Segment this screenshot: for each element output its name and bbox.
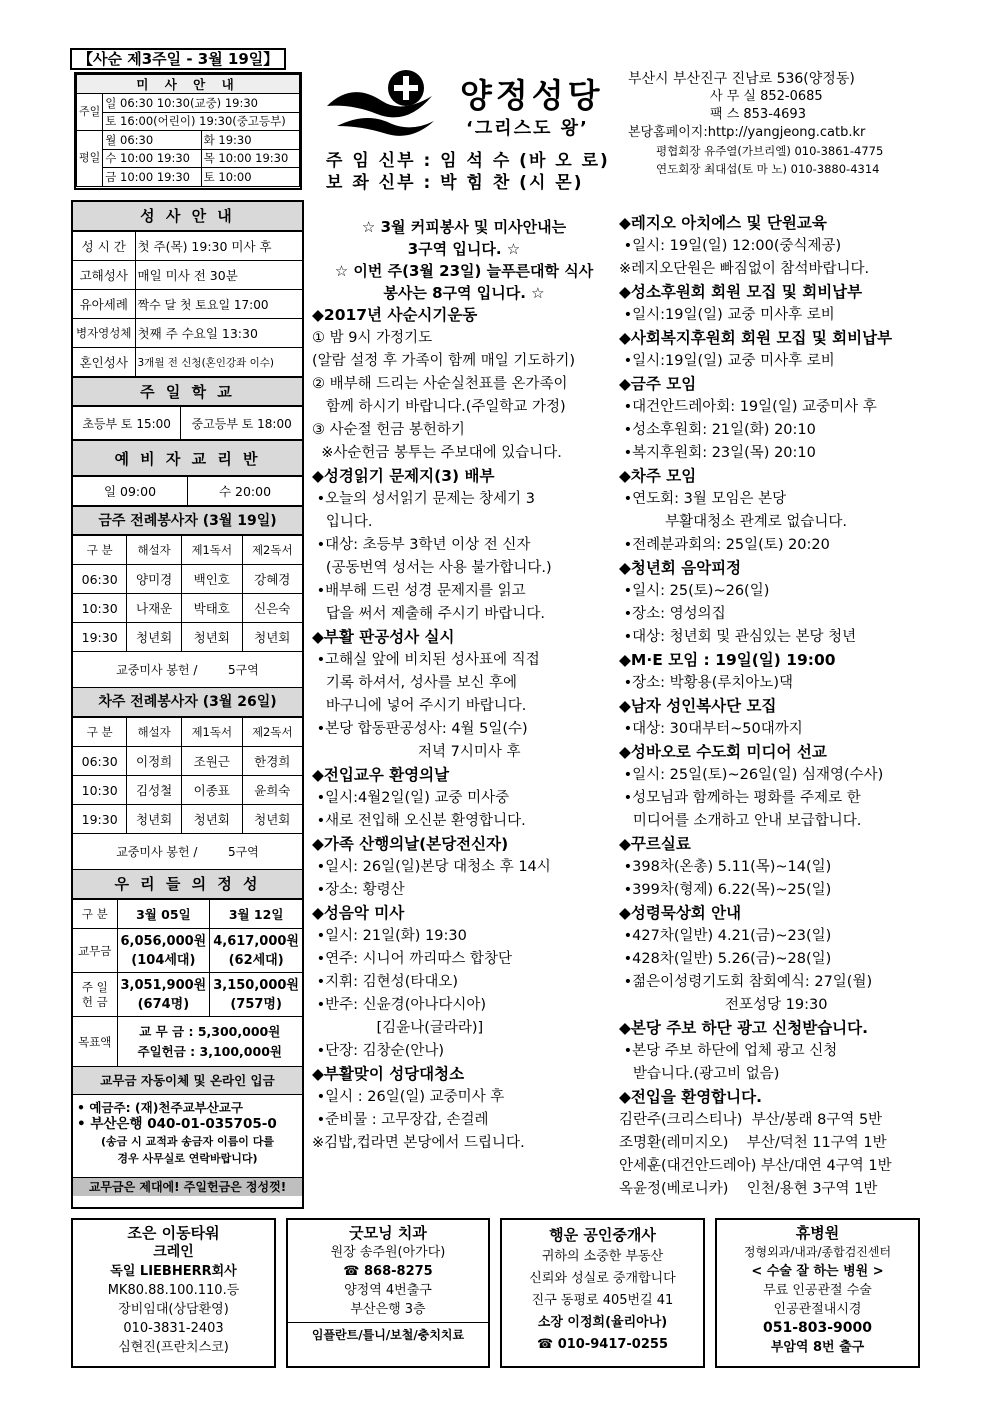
news-heading: ◆전입을 환영합니다. xyxy=(619,1088,762,1106)
notice-line: ☆ 3월 커피봉사 및 미사안내는 xyxy=(361,218,567,236)
news-heading: ◆금주 모임 xyxy=(619,375,697,393)
ad-line: 010-3831-2403 xyxy=(123,1321,224,1336)
sacrament-time: 첫째 주 수요일 13:30 xyxy=(135,319,302,348)
right-news-column xyxy=(619,212,919,1201)
news-item: •일시:19일(일) 교중 미사후 로비 xyxy=(619,307,835,323)
mass-schedule-table xyxy=(76,74,300,187)
ad-line: 귀하의 소중한 부동산 xyxy=(541,1249,664,1264)
news-item: •일시: 25일(토)~26일(일) 심재영(수사) xyxy=(619,767,884,783)
ad-title: 굿모닝 치과 xyxy=(349,1224,427,1242)
auto-transfer-title: 교무금 자동이체 및 온라인 입금 xyxy=(73,1067,302,1095)
col-header: 구 분 xyxy=(73,536,127,565)
households: (62세대) xyxy=(228,952,284,968)
ad-phone: ☎ 868-8275 xyxy=(343,1264,433,1279)
news-heading: ◆본당 주보 하단 광고 신청받습니다. xyxy=(619,1019,869,1037)
news-item: •일시:4월2일(일) 교중 미사중 xyxy=(312,790,510,806)
table-cell: 이정희 xyxy=(127,747,182,776)
news-item: 안세훈(대건안드레아) 부산/대연 4구역 1반 xyxy=(619,1158,892,1174)
ad-line: 소장 이정희(율리아나) xyxy=(537,1315,668,1330)
news-item: 입니다. xyxy=(312,514,373,530)
table-cell: 이종표 xyxy=(181,776,242,805)
news-item: •일시: 25(토)~26(일) xyxy=(619,583,770,599)
sunday-row: 일 06:30 10:30(교중) 19:30 xyxy=(103,94,300,113)
catechumen-cell: 수 20:00 xyxy=(188,477,303,506)
sacrament-name: 혼인성사 xyxy=(73,348,135,377)
news-item: •대상: 초등부 3학년 이상 전 신자 xyxy=(312,537,531,553)
servers-this-table xyxy=(73,535,302,688)
offering-zone: 교중미사 봉헌 / 5구역 xyxy=(73,652,302,688)
school-cell: 중고등부 토 18:00 xyxy=(181,407,302,440)
school-cell: 초등부 토 15:00 xyxy=(73,407,181,440)
table-cell: 청년회 xyxy=(127,805,182,834)
mass-title: 미 사 안 내 xyxy=(77,75,300,94)
news-item: •427차(일반) 4.21(금)~23(일) xyxy=(619,928,832,944)
servers-next-table xyxy=(73,717,302,870)
table-cell: 청년회 xyxy=(181,805,242,834)
catechumen-cell: 일 09:00 xyxy=(73,477,188,506)
ad-line: 무료 인공관절 수술 xyxy=(763,1283,872,1298)
news-item: ※레지오단원은 빠짐없이 참석바랍니다. xyxy=(619,261,870,277)
news-item: •성소후원회: 21일(화) 20:10 xyxy=(619,422,816,438)
table-cell: 청년회 xyxy=(242,805,302,834)
date-label: 【사순 제3주일 - 3월 19일】 xyxy=(70,48,286,70)
sacrament-name: 고해성사 xyxy=(73,261,135,290)
news-heading: ◆가족 산행의날(본당전신자) xyxy=(312,835,509,853)
offering-zone: 교중미사 봉헌 / 5구역 xyxy=(73,834,302,870)
households: (104세대) xyxy=(131,952,196,968)
table-cell: 강혜경 xyxy=(242,565,302,594)
col-header: 제1독서 xyxy=(181,718,242,747)
news-item: 옥윤정(베로니카) 인천/용현 3구역 1반 xyxy=(619,1181,878,1197)
news-item: •장소: 박황용(루치아노)댁 xyxy=(619,675,794,691)
news-item: •장소: 영성의집 xyxy=(619,606,726,622)
notice-line: 3구역 입니다. ☆ xyxy=(407,240,521,258)
news-item: •본당 합동판공성사: 4월 5일(수) xyxy=(312,721,528,737)
news-item: 미디어를 소개하고 안내 보급합니다. xyxy=(619,813,862,829)
news-item: •대건안드레아회: 19일(일) 교중미사 후 xyxy=(619,399,877,415)
ad-crane xyxy=(71,1218,276,1368)
offerings-title: 우 리 들 의 정 성 xyxy=(73,870,302,899)
ad-line: 부산은행 3층 xyxy=(350,1302,426,1317)
people-count: (757명) xyxy=(230,996,282,1012)
table-cell: 청년회 xyxy=(127,623,182,652)
news-heading: ◆꾸르실료 xyxy=(619,835,691,853)
news-item: •연도회: 3월 모임은 본당 xyxy=(619,491,787,507)
col-header: 제2독서 xyxy=(242,536,302,565)
notice-line: 봉사는 8구역 입니다. ☆ xyxy=(383,284,545,302)
offerings-table xyxy=(73,899,302,1067)
col-header: 해설자 xyxy=(127,536,182,565)
amount: 3,051,900원 xyxy=(120,977,207,993)
ad-footer: 임플란트/틀니/보철/충치치료 xyxy=(288,1322,488,1345)
row-label: 목표액 xyxy=(73,1017,117,1067)
ad-hospital xyxy=(715,1218,920,1368)
news-heading: ◆성소후원회 회원 모집 및 회비납부 xyxy=(619,283,863,301)
left-info-column xyxy=(71,200,304,1209)
sacrament-time: 매일 미사 전 30분 xyxy=(135,261,302,290)
table-cell: 청년회 xyxy=(242,623,302,652)
assistant-priest-label: 보 좌 신부 : 박 힘 찬 (시 몬) xyxy=(326,173,584,193)
news-item: ※사순헌금 봉투는 주보대에 있습니다. xyxy=(312,445,562,461)
news-item: •단장: 김창순(안나) xyxy=(312,1043,445,1059)
ad-line: < 수술 잘 하는 병원 > xyxy=(751,1264,884,1279)
row-label: 헌 금 xyxy=(81,994,108,1009)
ad-line: 부암역 8번 출구 xyxy=(770,1340,865,1355)
news-item: •전례분과회의: 25일(토) 20:20 xyxy=(619,537,830,553)
sacrament-time: 첫 주(목) 19:30 미사 후 xyxy=(135,232,302,261)
ad-line: 심현진(프란치스코) xyxy=(118,1340,229,1355)
address: 부산시 부산진구 진남로 536(양정동) xyxy=(628,71,855,87)
news-item: •연주: 시니어 까리따스 합창단 xyxy=(312,951,512,967)
row-label: 교무금 xyxy=(73,929,117,973)
weekday-cell: 수 10:00 19:30 xyxy=(103,149,201,168)
weekday-cell: 토 10:00 xyxy=(201,168,299,187)
sacrament-name: 성 시 간 xyxy=(73,232,135,261)
news-item: 저녁 7시미사 후 xyxy=(312,744,521,760)
news-item: ③ 사순절 헌금 봉헌하기 xyxy=(312,422,465,438)
news-item: 바구니에 넣어 주시기 바랍니다. xyxy=(312,698,527,714)
table-cell: 김성철 xyxy=(127,776,182,805)
news-heading: ◆레지오 아치에스 및 단원교육 xyxy=(619,214,827,232)
table-cell: 백인호 xyxy=(181,565,242,594)
amount: 4,617,000원 xyxy=(213,933,299,949)
weekday-cell: 금 10:00 19:30 xyxy=(103,168,201,187)
news-item: •428차(일반) 5.26(금)~28(일) xyxy=(619,951,832,967)
news-heading: ◆부활맞이 성당대청소 xyxy=(312,1065,465,1083)
goal-amount: 주일헌금 : 3,100,000원 xyxy=(137,1043,282,1059)
news-item: 전포성당 19:30 xyxy=(619,997,828,1013)
weekday-label: 평일 xyxy=(77,131,103,187)
news-item: •일시:19일(일) 교중 미사후 로비 xyxy=(619,353,835,369)
president-contact: 연도회장 최대섭(토 마 노) 010-3880-4314 xyxy=(656,162,880,176)
row-label: 주 일 xyxy=(81,979,108,994)
news-item: •대상: 30대부터~50대까지 xyxy=(619,721,803,737)
news-heading: ◆사회복지후원회 회원 모집 및 회비납부 xyxy=(619,329,893,347)
table-cell: 06:30 xyxy=(73,747,127,776)
account-note: (송금 시 교적과 송금자 이름이 다를 xyxy=(101,1135,274,1148)
mass-schedule-box xyxy=(74,72,302,190)
ad-realestate xyxy=(500,1218,705,1368)
weekday-cell: 목 10:00 19:30 xyxy=(201,149,299,168)
news-item: 조명환(레미지오) 부산/덕천 11구역 1반 xyxy=(619,1135,887,1151)
sunday-school-table xyxy=(73,406,302,440)
table-cell: 조원근 xyxy=(181,747,242,776)
ad-title: 휴병원 xyxy=(795,1224,840,1242)
ad-title: 행운 공인중개사 xyxy=(549,1226,656,1244)
news-item: •본당 주보 하단에 업체 광고 신청 xyxy=(619,1043,838,1059)
table-cell: 19:30 xyxy=(73,623,127,652)
news-item: •배부해 드린 성경 문제지를 읽고 xyxy=(312,583,526,599)
account-note: 경우 사무실로 연락바랍니다) xyxy=(117,1152,258,1165)
ad-line: 정형외과/내과/종합검진센터 xyxy=(743,1245,892,1259)
news-item: •오늘의 성서읽기 문제는 창세기 3 xyxy=(312,491,535,507)
news-item: 답을 써서 제출해 주시기 바랍니다. xyxy=(312,606,545,622)
news-item: •일시 : 26일(일) 교중미사 후 xyxy=(312,1089,505,1105)
news-heading: ◆성령묵상회 안내 xyxy=(619,904,742,922)
table-cell: 청년회 xyxy=(181,623,242,652)
news-item: 김란주(크리스티나) 부산/봉래 8구역 5반 xyxy=(619,1112,883,1128)
news-item: 함께 하시기 바랍니다.(주일학교 가정) xyxy=(312,399,566,415)
offering-footer: 교무금은 제대에! 주일헌금은 정성껏! xyxy=(73,1177,302,1196)
news-item: •고해실 앞에 비치된 성사표에 직접 xyxy=(312,652,540,668)
ad-dental xyxy=(286,1218,490,1368)
table-cell: 박태호 xyxy=(181,594,242,623)
news-item: [김윤나(글라라)] xyxy=(312,1020,484,1036)
ad-title: 조은 이동타워 xyxy=(127,1224,220,1242)
notice-line: ☆ 이번 주(3월 23일) 늘푸른대학 식사 xyxy=(334,262,594,280)
table-cell: 10:30 xyxy=(73,594,127,623)
ad-line: 원장 송주원(아가다) xyxy=(330,1245,446,1260)
news-item: ※김밥,컵라면 본당에서 드립니다. xyxy=(312,1135,525,1151)
ad-line: 인공관절내시경 xyxy=(773,1302,862,1317)
bank-account-info xyxy=(73,1095,302,1177)
servers-next-title: 차주 전례봉사자 (3월 26일) xyxy=(73,688,302,717)
ad-line: 양정역 4번출구 xyxy=(344,1283,432,1298)
news-heading: ◆부활 판공성사 실시 xyxy=(312,628,455,646)
table-cell: 신은숙 xyxy=(242,594,302,623)
sacrament-name: 유아세례 xyxy=(73,290,135,319)
news-item: •반주: 신윤경(아나다시아) xyxy=(312,997,487,1013)
news-item: •지휘: 김현성(타대오) xyxy=(312,974,459,990)
col-header: 구 분 xyxy=(73,718,127,747)
news-item: •장소: 황령산 xyxy=(312,882,405,898)
sacrament-name: 병자영성체 xyxy=(73,319,135,348)
news-item: •준비물 : 고무장갑, 손걸레 xyxy=(312,1112,489,1128)
servers-this-title: 금주 전례봉사자 (3월 19일) xyxy=(73,506,302,535)
news-heading: ◆전입교우 환영의날 xyxy=(312,766,450,784)
catechumen-table xyxy=(73,476,302,506)
col-header: 구 분 xyxy=(73,900,117,929)
news-item: •대상: 청년회 및 관심있는 본당 청년 xyxy=(619,629,857,645)
news-item: ① 밤 9시 가정기도 xyxy=(312,330,433,346)
col-header: 제1독서 xyxy=(181,536,242,565)
account-holder: • 예금주: (재)천주교부산교구 xyxy=(77,1100,243,1115)
news-item: •398차(온총) 5.11(목)~14(일) xyxy=(619,859,832,875)
news-item: •일시: 19일(일) 12:00(중식제공) xyxy=(619,238,842,254)
ad-line: 신뢰와 성실로 중개합니다 xyxy=(529,1271,676,1286)
table-cell: 윤희숙 xyxy=(242,776,302,805)
sunday-label: 주일 xyxy=(77,94,103,131)
sacraments-table xyxy=(73,231,302,377)
news-item: (알람 설정 후 가족이 함께 매일 기도하기) xyxy=(312,353,576,369)
news-item: •새로 전입해 오신분 환영합니다. xyxy=(312,813,526,829)
ad-line: 진구 동평로 405번길 41 xyxy=(531,1293,674,1308)
news-heading: ◆성바오로 수도회 미디어 선교 xyxy=(619,743,827,761)
news-item: 부활대청소 관계로 없습니다. xyxy=(619,514,848,530)
news-item: •399차(형제) 6.22(목)~25(일) xyxy=(619,882,832,898)
church-logo-icon xyxy=(322,66,442,146)
weekday-cell: 월 06:30 xyxy=(103,131,201,150)
amount: 3,150,000원 xyxy=(213,977,299,993)
col-header: 3월 05일 xyxy=(117,900,210,929)
church-name: 양정성당 xyxy=(460,76,604,115)
table-cell: 한경희 xyxy=(242,747,302,776)
ad-line: 독일 LIEBHERR회사 xyxy=(110,1264,237,1279)
news-item: 받습니다.(광고비 없음) xyxy=(619,1066,780,1082)
news-item: •성모님과 함께하는 평화를 주제로 한 xyxy=(619,790,861,806)
table-cell: 10:30 xyxy=(73,776,127,805)
ad-phone: ☎ 010-9417-0255 xyxy=(536,1337,668,1352)
office-phone: 사 무 실 852-0685 xyxy=(710,89,823,104)
contact-info xyxy=(628,70,924,178)
col-header: 제2독서 xyxy=(242,718,302,747)
amount: 6,056,000원 xyxy=(120,933,207,949)
weekday-cell: 화 19:30 xyxy=(201,131,299,150)
president-contact: 평협회장 유주열(가브리엘) 010-3861-4775 xyxy=(656,144,884,158)
table-cell: 19:30 xyxy=(73,805,127,834)
homepage-link[interactable]: 본당홈페이지:http://yangjeong.catb.kr xyxy=(628,125,866,140)
people-count: (674명) xyxy=(137,996,190,1012)
news-item: •일시: 26일(일)본당 대청소 후 14시 xyxy=(312,859,551,875)
sunday-school-title: 주 일 학 교 xyxy=(73,377,302,406)
table-cell: 양미경 xyxy=(127,565,182,594)
ad-line: 장비임대(상담환영) xyxy=(118,1302,229,1317)
account-number: • 부산은행 040-01-035705-0 xyxy=(77,1116,277,1132)
col-header: 해설자 xyxy=(127,718,182,747)
news-item: 기록 하셔서, 성사를 보신 후에 xyxy=(312,675,517,691)
ad-line: 크레인 xyxy=(153,1244,194,1260)
ad-phone: 051-803-9000 xyxy=(762,1320,873,1336)
sacraments-title: 성 사 안 내 xyxy=(73,202,302,231)
news-heading: ◆2017년 사순시기운동 xyxy=(312,306,478,324)
news-heading: ◆남자 성인복사단 모집 xyxy=(619,697,777,715)
col-header: 3월 12일 xyxy=(210,900,302,929)
fax-number: 팩 스 853-4693 xyxy=(710,107,806,122)
sacrament-time: 3개월 전 신청(혼인강좌 이수) xyxy=(135,348,302,377)
catechumen-title: 예 비 자 교 리 반 xyxy=(73,440,302,476)
church-subtitle: ‘그리스도 왕’ xyxy=(466,118,589,139)
ad-line: MK80.88.100.110.등 xyxy=(107,1283,240,1298)
sunday-row: 토 16:00(어린이) 19:30(중고등부) xyxy=(103,112,300,131)
news-item: •일시: 21일(화) 19:30 xyxy=(312,928,467,944)
middle-news-column xyxy=(312,216,616,1155)
news-heading: ◆청년회 음악피정 xyxy=(619,559,742,577)
news-heading: ◆차주 모임 xyxy=(619,467,697,485)
pastor-label: 주 임 신부 : 임 석 수 (바 오 로) xyxy=(326,151,610,171)
news-item: •젊은이성령기도회 참회예식: 27일(월) xyxy=(619,974,873,990)
goal-amount: 교 무 금 : 5,300,000원 xyxy=(139,1023,281,1039)
news-heading: ◆M·E 모임 : 19일(일) 19:00 xyxy=(619,651,836,669)
table-cell: 나재운 xyxy=(127,594,182,623)
news-heading: ◆성경읽기 문제지(3) 배부 xyxy=(312,467,495,485)
news-heading: ◆성음악 미사 xyxy=(312,904,405,922)
news-item: •복지후원회: 23일(목) 20:10 xyxy=(619,445,816,461)
news-item: (공동번역 성서는 사용 불가합니다.) xyxy=(312,560,552,576)
table-cell: 06:30 xyxy=(73,565,127,594)
news-item: ② 배부해 드리는 사순실천표를 온가족이 xyxy=(312,376,568,392)
sacrament-time: 짝수 달 첫 토요일 17:00 xyxy=(135,290,302,319)
